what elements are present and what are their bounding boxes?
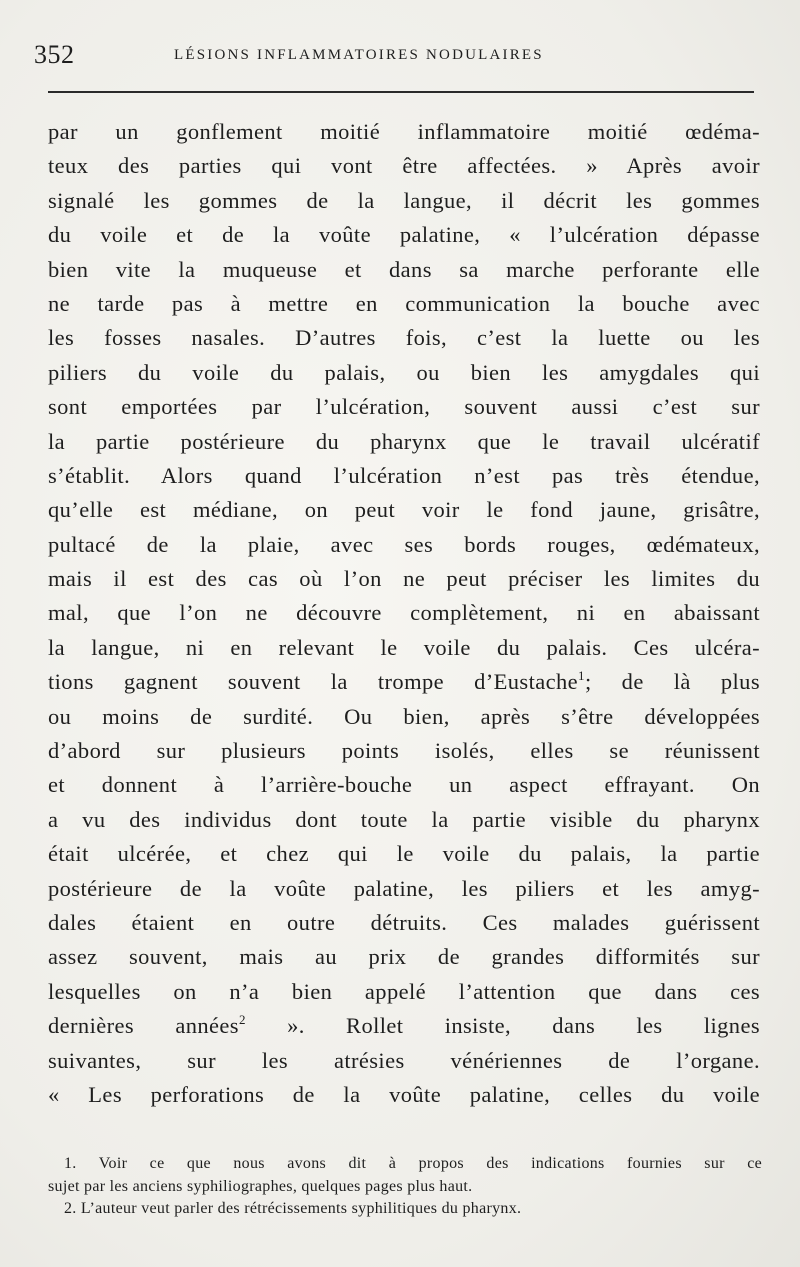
page-header — [34, 40, 764, 80]
footnote-1: 1. Voir ce que nous avons dit à propos des indications fournies sur ce — [64, 1155, 762, 1172]
page-number: 352 — [34, 40, 75, 69]
text-line: s’établit. Alors quand l’ulcération n’est pas très étendue, — [48, 462, 760, 488]
text-line: et donnent à l’arrière-bouche un aspect effrayant. On — [48, 772, 760, 798]
text-line: d’abord sur plusieurs points isolés, elles se réunissent — [48, 738, 760, 764]
footnote-2: 2. L’auteur veut parler des rétrécissements syphilitiques du pharynx. — [64, 1200, 522, 1217]
text-line: mal, que l’on ne découvre complètement, ni en abaissant — [48, 600, 760, 626]
text-line: les fosses nasales. D’autres fois, c’est la luette ou les — [48, 325, 760, 351]
text-line: assez souvent, mais au prix de grandes difformités sur — [48, 944, 760, 970]
body-text — [48, 115, 760, 1112]
text-line: « Les perforations de la voûte palatine, celles du voile — [48, 1081, 760, 1107]
text-line: suivantes, sur les atrésies vénériennes de l’organe. — [48, 1047, 760, 1073]
text-line: bien vite la muqueuse et dans sa marche perforante elle — [48, 256, 760, 282]
text-line: postérieure de la voûte palatine, les piliers et les amyg- — [48, 875, 760, 901]
text-line: sont emportées par l’ulcération, souvent aussi c’est sur — [48, 394, 760, 420]
text-line: signalé les gommes de la langue, il décrit les gommes — [48, 187, 760, 213]
text-line: par un gonflement moitié inflammatoire moitié œdéma- — [48, 119, 760, 144]
text-line: du voile et de la voûte palatine, « l’ulcération dépasse — [48, 222, 760, 248]
text-line: lesquelles on n’a bien appelé l’attention que dans ces — [48, 978, 760, 1004]
footnote-1-continued: sujet par les anciens syphiliographes, quelques pages plus haut. — [48, 1177, 473, 1195]
text-line: piliers du voile du palais, ou bien les amygdales qui — [48, 359, 760, 385]
text-segment: dernières années — [48, 1013, 239, 1039]
text-line: dales étaient en outre détruits. Ces malades guérissent — [48, 909, 760, 935]
text-segment: ». Rollet insiste, dans les lignes — [245, 1013, 760, 1039]
text-line: mais il est des cas où l’on ne peut préciser les limites du — [48, 566, 760, 592]
text-line: a vu des individus dont toute la partie visible du pharynx — [48, 806, 760, 832]
note-reference[interactable]: 2 — [238, 1012, 246, 1028]
text-line: la partie postérieure du pharynx que le travail ulcératif — [48, 428, 760, 454]
text-segment: tions gagnent souvent la trompe d’Eustache — [48, 669, 579, 695]
text-line: pultacé de la plaie, avec ses bords rouges, œdémateux, — [48, 531, 760, 557]
text-line: était ulcérée, et chez qui le voile du palais, la partie — [48, 841, 760, 867]
text-line: qu’elle est médiane, on peut voir le fond jaune, grisâtre, — [48, 497, 760, 523]
text-line-with-note — [48, 1009, 760, 1043]
text-line: teux des parties qui vont être affectées. » Après avoir — [48, 153, 760, 179]
text-line: la langue, ni en relevant le voile du palais. Ces ulcéra- — [48, 634, 760, 660]
text-line: ou moins de surdité. Ou bien, après s’être développées — [48, 703, 760, 729]
header-rule — [48, 91, 754, 93]
running-title: LÉSIONS INFLAMMATOIRES NODULAIRES — [174, 47, 544, 63]
note-reference[interactable]: 1 — [578, 668, 585, 684]
text-line-with-note — [48, 665, 760, 699]
text-segment: ; de là plus — [584, 669, 760, 695]
text-line: ne tarde pas à mettre en communication la bouche avec — [48, 290, 760, 316]
footnotes — [48, 1153, 762, 1221]
